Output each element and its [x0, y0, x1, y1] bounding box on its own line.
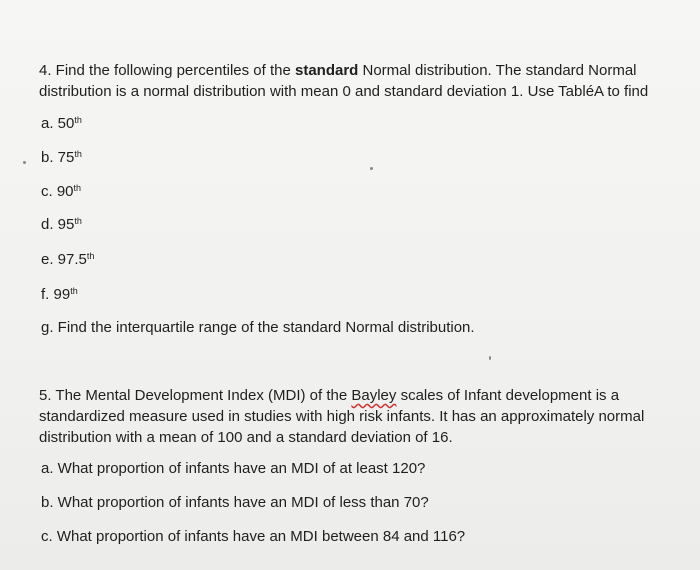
question-5-part-c: c. What proportion of infants have an MDI between 84 and 116?	[41, 528, 466, 545]
stray-mark	[489, 356, 491, 360]
misspelling-bayley: Bayley	[351, 387, 397, 404]
emphasis-standard: standard	[294, 62, 359, 79]
question-5-line-3: distribution with a mean of 100 and a standard deviation of 16.	[39, 429, 453, 446]
question-4-line-1: 4. Find the following percentiles of the standard Normal distribution. The standard Normal	[39, 62, 637, 79]
question-5-line-1: 5. The Mental Development Index (MDI) of the Bayley scales of Infant development is a	[39, 387, 620, 404]
question-4-line-2: distribution is a normal distribution with mean 0 and standard deviation 1. Use TabléA to find	[39, 83, 649, 100]
question-4-part-a: a. 50th	[41, 115, 82, 132]
question-4-part-d: d. 95th	[41, 216, 82, 233]
question-5-line-2: standardized measure used in studies with high risk infants. It has an approximately normal	[39, 408, 645, 425]
stray-mark	[370, 167, 373, 170]
question-4-part-g: g. Find the interquartile range of the standard Normal distribution.	[41, 319, 475, 336]
question-4-stem	[39, 60, 689, 102]
question-5-part-b: b. What proportion of infants have an MDI of less than 70?	[41, 494, 429, 511]
question-5-part-a: a. What proportion of infants have an MDI of at least 120?	[41, 460, 426, 477]
question-5-stem	[39, 385, 689, 448]
question-4-part-f: f. 99th	[41, 286, 78, 303]
question-4-part-b: b. 75th	[41, 149, 82, 166]
question-4-part-e: e. 97.5th	[41, 251, 95, 268]
stray-mark	[23, 161, 26, 164]
question-4-part-c: c. 90th	[41, 183, 82, 200]
